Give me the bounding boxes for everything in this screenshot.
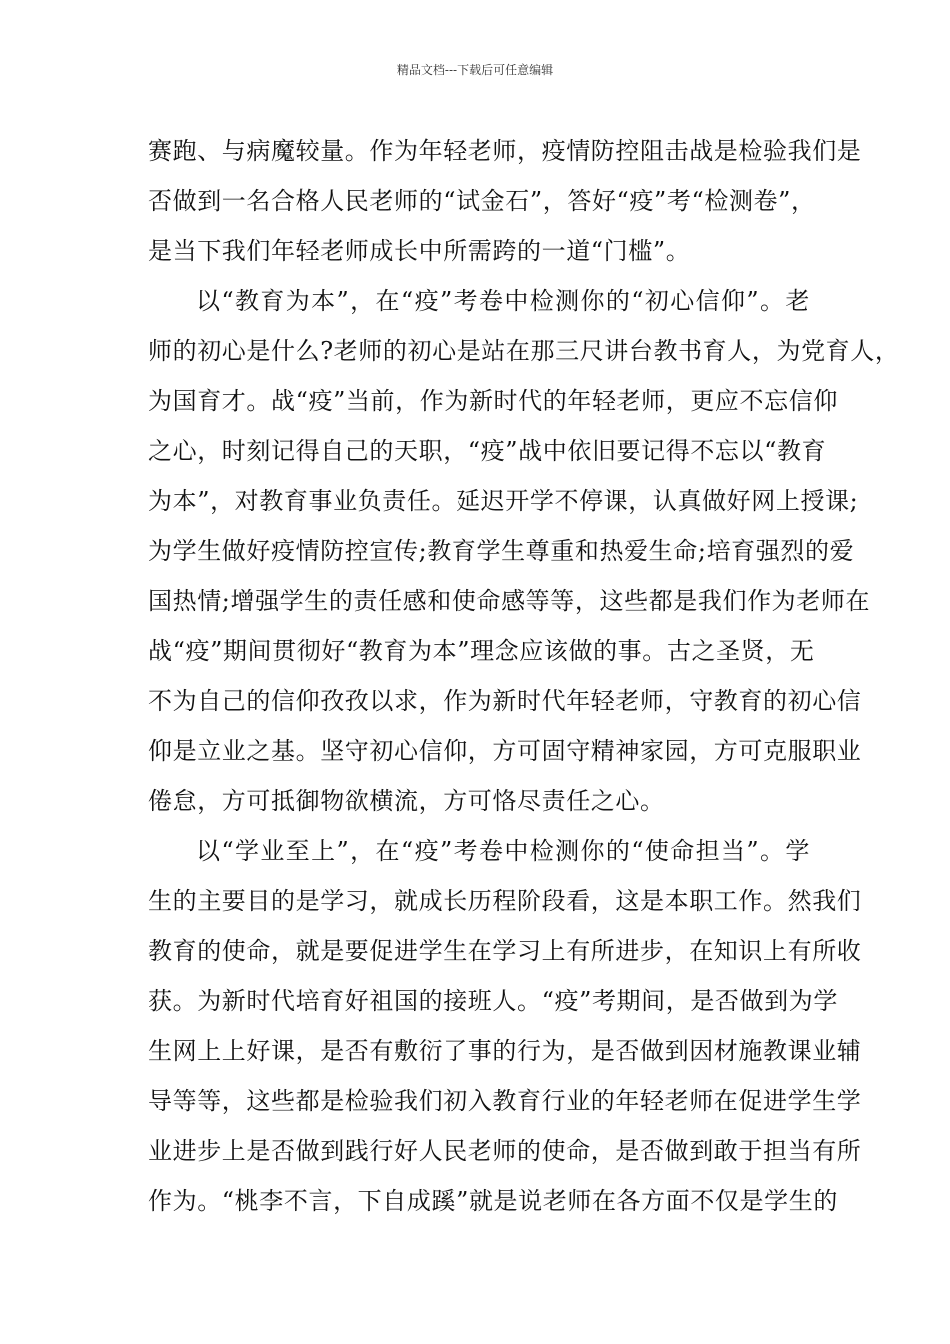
text-line: 业进步上是否做到践行好人民老师的使命，是否做到敢于担当有所 <box>148 1137 862 1165</box>
text-line: 获。为新时代培育好祖国的接班人。“疫”考期间，是否做到为学 <box>148 987 838 1015</box>
page-header: 精品文档---下载后可任意编辑 <box>396 63 554 77</box>
text-line: 为本”，对教育事业负责任。延迟开学不停课，认真做好网上授课; <box>148 487 859 515</box>
text-line: 教育的使命，就是要促进学生在学习上有所进步，在知识上有所收 <box>148 937 862 965</box>
text-line: 为学生做好疫情防控宣传;教育学生尊重和热爱生命;培育强烈的爱 <box>148 537 855 565</box>
text-line: 倦怠，方可抵御物欲横流，方可恪尽责任之心。 <box>148 787 665 815</box>
text-line: 作为。“桃李不言，下自成蹊”就是说老师在各方面不仅是学生的 <box>148 1187 838 1215</box>
paragraph-2 <box>148 276 900 826</box>
document-body <box>148 126 900 1226</box>
text-line: 国热情;增强学生的责任感和使命感等等，这些都是我们作为老师在 <box>148 587 871 615</box>
text-line: 战“疫”期间贯彻好“教育为本”理念应该做的事。古之圣贤，无 <box>148 637 815 665</box>
text-line: 生网上上好课，是否有敷衍了事的行为，是否做到因材施教课业辅 <box>148 1037 862 1065</box>
text-line: 仰是立业之基。坚守初心信仰，方可固守精神家园，方可克服职业 <box>148 737 862 765</box>
text-line: 以“教育为本”，在“疫”考卷中检测你的“初心信仰”。老 <box>196 287 810 315</box>
text-line: 导等等，这些都是检验我们初入教育行业的年轻老师在促进学生学 <box>148 1087 862 1115</box>
text-line: 不为自己的信仰孜孜以求，作为新时代年轻老师，守教育的初心信 <box>148 687 862 715</box>
text-line: 以“学业至上”，在“疫”考卷中检测你的“使命担当”。学 <box>196 837 810 865</box>
text-line: 为国育才。战“疫”当前，作为新时代的年轻老师，更应不忘信仰 <box>148 387 838 415</box>
text-line: 赛跑、与病魔较量。作为年轻老师，疫情防控阻击战是检验我们是 <box>148 137 862 165</box>
text-line: 师的初心是什么?老师的初心是站在那三尺讲台教书育人，为党育人， <box>148 337 900 365</box>
paragraph-3 <box>148 826 862 1226</box>
text-line: 是当下我们年轻老师成长中所需跨的一道“门槛”。 <box>148 237 691 265</box>
text-line: 否做到一名合格人民老师的“试金石”，答好“疫”考“检测卷”， <box>148 187 816 215</box>
text-line: 之心，时刻记得自己的天职，“疫”战中依旧要记得不忘以“教育 <box>148 437 827 465</box>
paragraph-1 <box>148 126 862 276</box>
text-line: 生的主要目的是学习，就成长历程阶段看，这是本职工作。然我们 <box>148 887 862 915</box>
